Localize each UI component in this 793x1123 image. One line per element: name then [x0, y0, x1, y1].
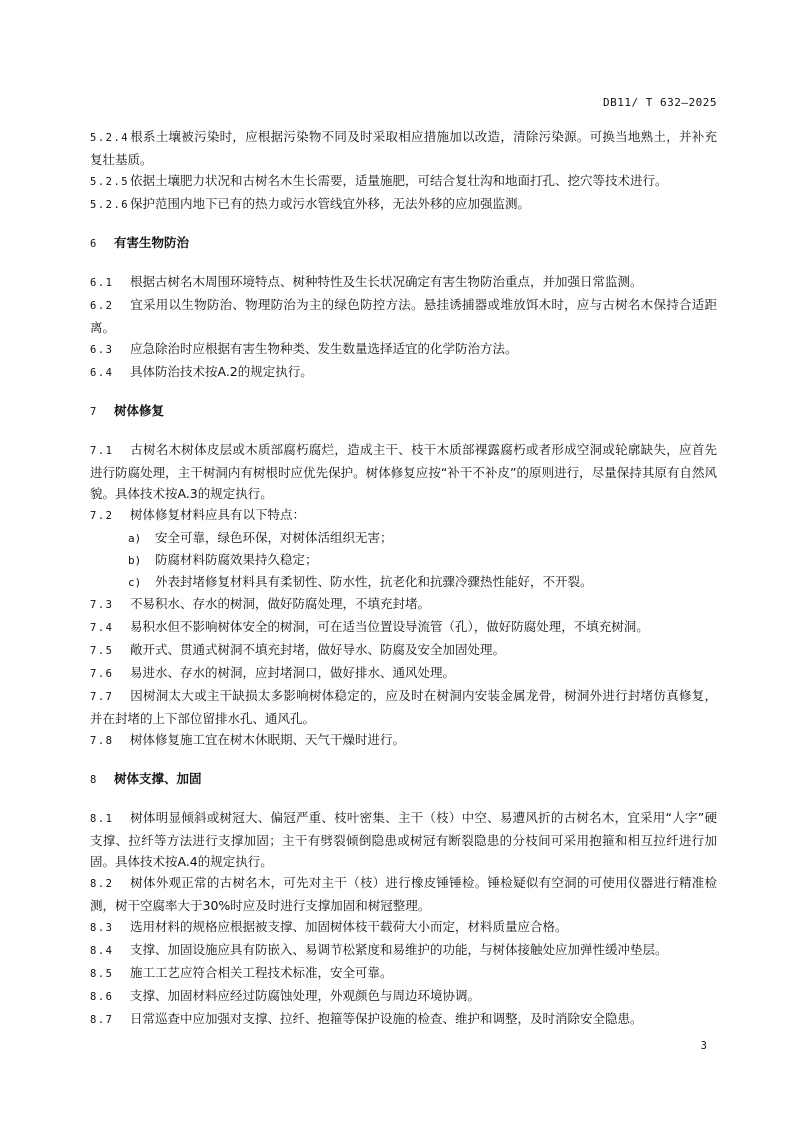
clause-paragraph — [90, 338, 717, 361]
document-body — [90, 126, 717, 1031]
clause-text: 日常巡查中应加强对支撑、拉纤、抱箍等保护设施的检查、维护和调整，及时消除安全隐患。 — [130, 1011, 643, 1026]
clause-text: 根据古树名木周围环境特点、树种特性及生长状况确定有害生物防治重点，并加强日常监测。 — [130, 274, 643, 289]
clause-paragraph — [90, 504, 717, 527]
clause-number: 8.7 — [90, 1014, 114, 1026]
clause-number: 7.6 — [90, 668, 114, 680]
clause-text: 依据土壤肥力状况和古树名木生长需要，适量施肥，可结合复壮沟和地面打孔、挖穴等技术进行。 — [130, 173, 668, 188]
clause-number: 5.2.6 — [90, 199, 130, 211]
clause-text: 支撑、加固材料应经过防腐蚀处理，外观颜色与周边环境协调。 — [130, 988, 481, 1003]
clause-number: 7.3 — [90, 599, 114, 611]
clause-number: 8.3 — [90, 922, 114, 934]
list-item-text: 外表封堵修复材料具有柔韧性、防水性，抗老化和抗骤冷骤热性能好，不开裂。 — [155, 574, 593, 589]
clause-number: 6.4 — [90, 367, 114, 379]
clause-text: 树体修复施工宜在树木休眠期、天气干燥时进行。 — [130, 732, 406, 747]
section-heading — [90, 400, 717, 423]
section-title: 树体支撑、加固 — [114, 771, 202, 786]
clause-paragraph — [90, 1008, 717, 1031]
clause-text: 选用材料的规格应根据被支撑、加固树体枝干载荷大小而定，材料质量应合格。 — [130, 919, 568, 934]
section-heading — [90, 232, 717, 255]
clause-paragraph — [90, 985, 717, 1008]
clause-text: 因树洞太大或主干缺损太多影响树体稳定的，应及时在树洞内安装金属龙骨，树洞外进行封堵仿真修复，并在封堵的上下部位留排水孔、通风孔。 — [90, 688, 717, 726]
clause-number: 6.2 — [90, 300, 114, 312]
clause-paragraph — [90, 193, 717, 216]
clause-number: 8.1 — [90, 813, 114, 825]
clause-text: 敞开式、贯通式树洞不填充封堵，做好导水、防腐及安全加固处理。 — [130, 642, 506, 657]
clause-number: 7.2 — [90, 510, 114, 522]
list-item-label: a) — [128, 532, 142, 545]
clause-number: 8.6 — [90, 991, 114, 1003]
clause-number: 6.3 — [90, 344, 114, 356]
clause-paragraph — [90, 962, 717, 985]
clause-text: 树体明显倾斜或树冠大、偏冠严重、枝叶密集、主干（枝）中空、易遭风折的古树名木，宜采用“人字”硬支撑、拉纤等方法进行支撑加固；主干有劈裂倾倒隐患或树冠有断裂隐患的分枝间可采用抱箍和相互拉纤进行加固。具体技术按A.4的规定执行。 — [90, 810, 717, 869]
clause-paragraph — [90, 271, 717, 294]
clause-text: 支撑、加固设施应具有防嵌入、易调节松紧度和易维护的功能，与树体接触处应加弹性缓冲垫层。 — [130, 942, 668, 957]
clause-text: 树体修复材料应具有以下特点： — [130, 507, 306, 522]
clause-paragraph — [90, 729, 717, 752]
list-item-label: b) — [128, 554, 142, 567]
clause-text: 易积水但不影响树体安全的树洞，可在适当位置设导流管（孔），做好防腐处理，不填充树洞。 — [130, 619, 649, 634]
document-code-header: DB11/ T 632—2025 — [603, 96, 717, 109]
section-number: 6 — [90, 238, 97, 250]
clause-paragraph — [90, 616, 717, 639]
clause-number: 7.4 — [90, 622, 114, 634]
page-number: 3 — [700, 1040, 707, 1052]
clause-paragraph — [90, 593, 717, 616]
section-heading — [90, 768, 717, 791]
clause-number: 5.2.4 — [90, 132, 130, 144]
clause-number: 5.2.5 — [90, 176, 130, 188]
clause-paragraph — [90, 807, 717, 872]
list-item — [90, 527, 717, 549]
clause-text: 具体防治技术按A.2的规定执行。 — [130, 364, 313, 379]
clause-paragraph — [90, 872, 717, 916]
clause-number: 6.1 — [90, 277, 114, 289]
clause-paragraph — [90, 939, 717, 962]
clause-text: 树体外观正常的古树名木，可先对主干（枝）进行橡皮锤锤检。锤检疑似有空洞的可使用仪器进行精准检测，树干空腐率大于30%时应及时进行支撑加固和树冠整理。 — [90, 875, 717, 913]
clause-text: 应急除治时应根据有害生物种类、发生数量选择适宜的化学防治方法。 — [130, 341, 518, 356]
list-item — [90, 549, 717, 571]
clause-text: 古树名木树体皮层或木质部腐朽腐烂，造成主干、枝干木质部裸露腐朽或者形成空洞或轮廓缺失，应首先进行防腐处理，主干树洞内有树根时应优先保护。树体修复应按“补干不补皮”的原则进行，尽量保持其原有自然风貌。具体技术按A.3的规定执行。 — [90, 442, 717, 501]
clause-paragraph — [90, 916, 717, 939]
clause-text: 易进水、存水的树洞，应封堵洞口，做好排水、通风处理。 — [130, 665, 456, 680]
clause-number: 8.5 — [90, 968, 114, 980]
clause-paragraph — [90, 126, 717, 170]
list-item-label: c) — [128, 576, 142, 589]
clause-number: 7.7 — [90, 691, 114, 703]
section-title: 有害生物防治 — [114, 235, 190, 250]
clause-paragraph — [90, 639, 717, 662]
section-number: 8 — [90, 774, 97, 786]
clause-number: 7.1 — [90, 445, 114, 457]
clause-text: 根系土壤被污染时，应根据污染物不同及时采取相应措施加以改造，清除污染源。可换当地熟土，并补充复壮基质。 — [90, 129, 717, 167]
clause-number: 8.2 — [90, 878, 114, 890]
clause-number: 8.4 — [90, 945, 114, 957]
list-item-text: 安全可靠，绿色环保，对树体活组织无害； — [155, 530, 393, 545]
clause-paragraph — [90, 361, 717, 384]
clause-paragraph — [90, 170, 717, 193]
clause-paragraph — [90, 439, 717, 504]
section-title: 树体修复 — [114, 403, 165, 418]
clause-text: 不易积水、存水的树洞，做好防腐处理，不填充封堵。 — [130, 596, 431, 611]
clause-paragraph — [90, 685, 717, 729]
clause-paragraph — [90, 662, 717, 685]
clause-number: 7.8 — [90, 735, 114, 747]
clause-text: 施工工艺应符合相关工程技术标准，安全可靠。 — [130, 965, 393, 980]
list-item — [90, 571, 717, 593]
list-item-text: 防腐材料防腐效果持久稳定； — [155, 552, 318, 567]
clause-text: 保护范围内地下已有的热力或污水管线宜外移，无法外移的应加强监测。 — [130, 196, 531, 211]
clause-paragraph — [90, 294, 717, 338]
clause-text: 宜采用以生物防治、物理防治为主的绿色防控方法。悬挂诱捕器或堆放饵木时，应与古树名木保持合适距离。 — [90, 297, 717, 335]
section-number: 7 — [90, 406, 97, 418]
clause-number: 7.5 — [90, 645, 114, 657]
